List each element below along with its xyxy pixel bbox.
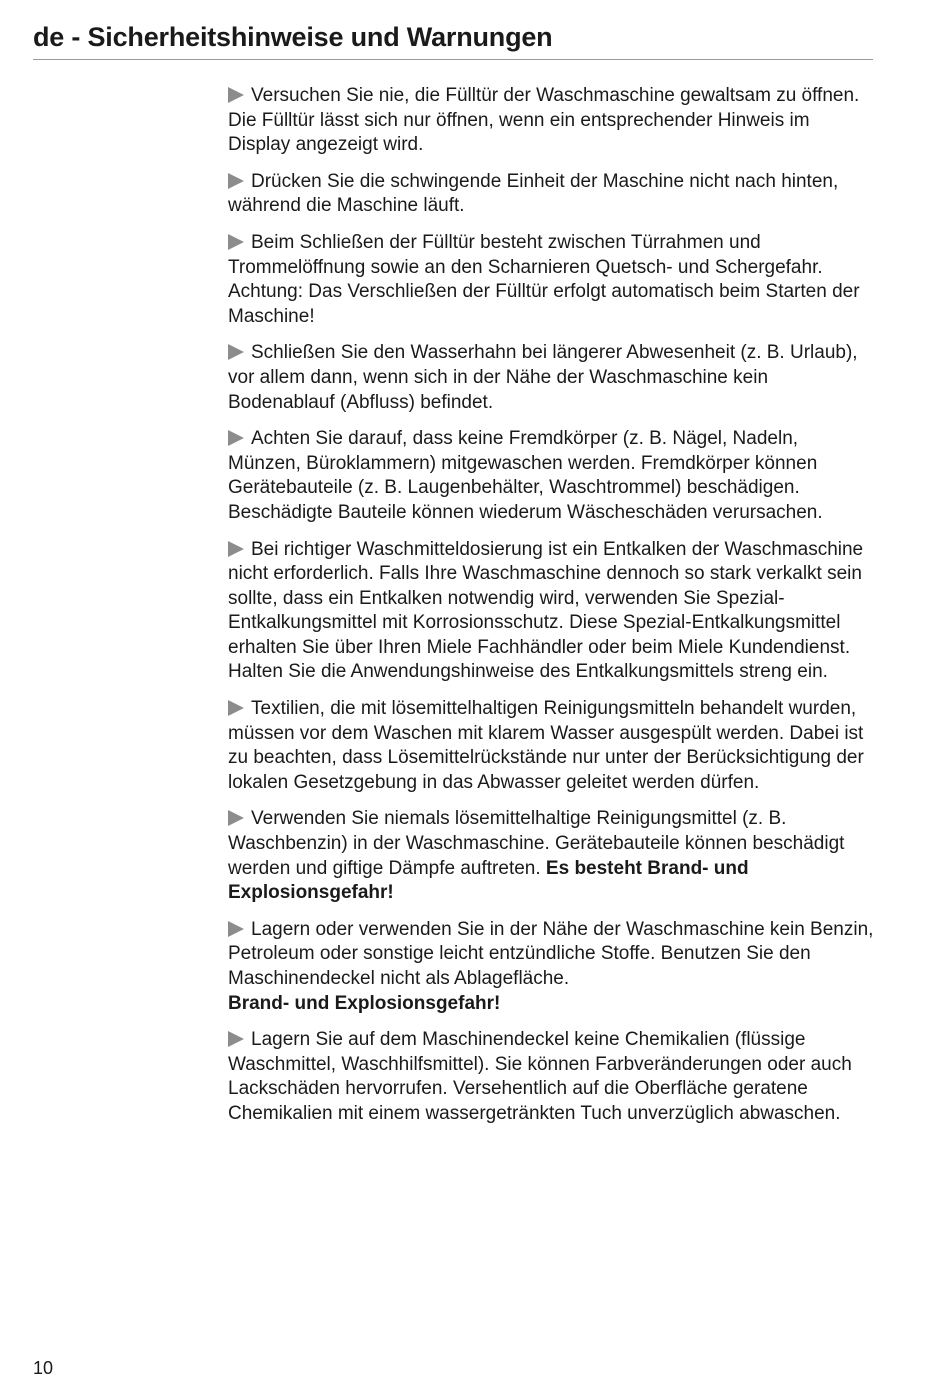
triangle-bullet-icon [228, 700, 244, 716]
instruction-item [228, 918, 876, 1016]
instruction-item [228, 807, 876, 905]
triangle-bullet-icon [228, 810, 244, 826]
triangle-bullet-icon [228, 430, 244, 446]
instruction-text: Verwenden Sie niemals lösemittelhaltige Reinigungsmittel (z. B. Waschbenzin) in der Waschmaschine. Gerätebauteile können beschädigt werden und giftige Dämpfe auftreten. [228, 808, 845, 879]
instruction-text: Drücken Sie die schwingende Einheit der Maschine nicht nach hinten, während die Maschine läuft. [228, 170, 839, 217]
triangle-bullet-icon [228, 921, 244, 937]
triangle-bullet-icon [228, 87, 244, 103]
instruction-text: Lagern Sie auf dem Maschinendeckel keine Chemikalien (flüssige Waschmittel, Waschhilfsmittel). Sie können Farbveränderungen oder auch Lackschäden hervorrufen. Versehentlich auf die Oberfläche geratene Chemikalien mit einem wassergetränkten Tuch unverzüglich abwaschen. [228, 1029, 852, 1124]
page-number: 10 [33, 1358, 54, 1378]
instruction-text: Versuchen Sie nie, die Fülltür der Waschmaschine gewaltsam zu öffnen. Die Fülltür lässt sich nur öffnen, wenn ein entsprechender Hinweis im Display angezeigt wird. [228, 85, 860, 156]
triangle-bullet-icon [228, 234, 244, 250]
triangle-bullet-icon [228, 344, 244, 360]
instruction-item [228, 341, 876, 415]
triangle-bullet-icon [228, 541, 244, 557]
triangle-bullet-icon [228, 1031, 244, 1047]
instruction-text: Textilien, die mit lösemittelhaltigen Reinigungsmitteln behandelt wurden, müssen vor dem Waschen mit klarem Wasser ausgespült werden. Dabei ist zu beachten, dass Lösemittelrückstände nur unter der Berücksichtigung der lokalen Gesetzgebung in das Abwasser geleitet werden dürfen. [228, 698, 864, 793]
instruction-item [228, 697, 876, 795]
instruction-text: Lagern oder verwenden Sie in der Nähe der Waschmaschine kein Benzin, Petroleum oder sonstige leicht entzündliche Stoffe. Benutzen Sie den Maschinendeckel nicht als Ablagefläche. [228, 918, 874, 989]
page-header [33, 22, 873, 60]
instruction-text: Schließen Sie den Wasserhahn bei längerer Abwesenheit (z. B. Urlaub), vor allem dann, wenn sich in der Nähe der Waschmaschine kein Bodenablauf (Abfluss) befindet. [228, 342, 858, 413]
instruction-text: Achten Sie darauf, dass keine Fremdkörper (z. B. Nägel, Nadeln, Münzen, Büroklammern) mitgewaschen werden. Fremdkörper können Gerätebauteile (z. B. Laugenbehälter, Waschtrommel) beschädigen. Beschädigte Bauteile können wiederum Wäscheschäden verursachen. [228, 428, 823, 523]
instruction-item [228, 427, 876, 525]
instruction-item [228, 1028, 876, 1126]
instruction-text: Bei richtiger Waschmitteldosierung ist ein Entkalken der Waschmaschine nicht erforderlich. Falls Ihre Waschmaschine dennoch so stark verkalkt sein sollte, dass ein Entkalken notwendig wird, verwenden Sie Spezial-Entkalkungsmittel mit Korrosionsschutz. Diese Spezial-Entkalkungsmittel erhalten Sie über Ihren Miele Fachhändler oder beim Miele Kundendienst. Halten Sie die Anwendungshinweise des Entkalkungsmittels streng ein. [228, 538, 864, 683]
instruction-item [228, 538, 876, 686]
safety-instructions [228, 84, 876, 1139]
page-title: de - Sicherheitshinweise und Warnungen [33, 22, 553, 52]
warning-text: Brand- und Explosionsgefahr! [228, 992, 501, 1014]
instruction-item [228, 231, 876, 329]
instruction-item [228, 84, 876, 158]
instruction-text: Beim Schließen der Fülltür besteht zwischen Türrahmen und Trommelöffnung sowie an den Scharnieren Quetsch- und Schergefahr. Achtung: Das Verschließen der Fülltür erfolgt automatisch beim Starten der Maschine! [228, 231, 860, 327]
triangle-bullet-icon [228, 173, 244, 189]
warning-text: Es besteht Brand- und Explosionsgefahr! [228, 857, 749, 904]
instruction-item [228, 170, 876, 219]
